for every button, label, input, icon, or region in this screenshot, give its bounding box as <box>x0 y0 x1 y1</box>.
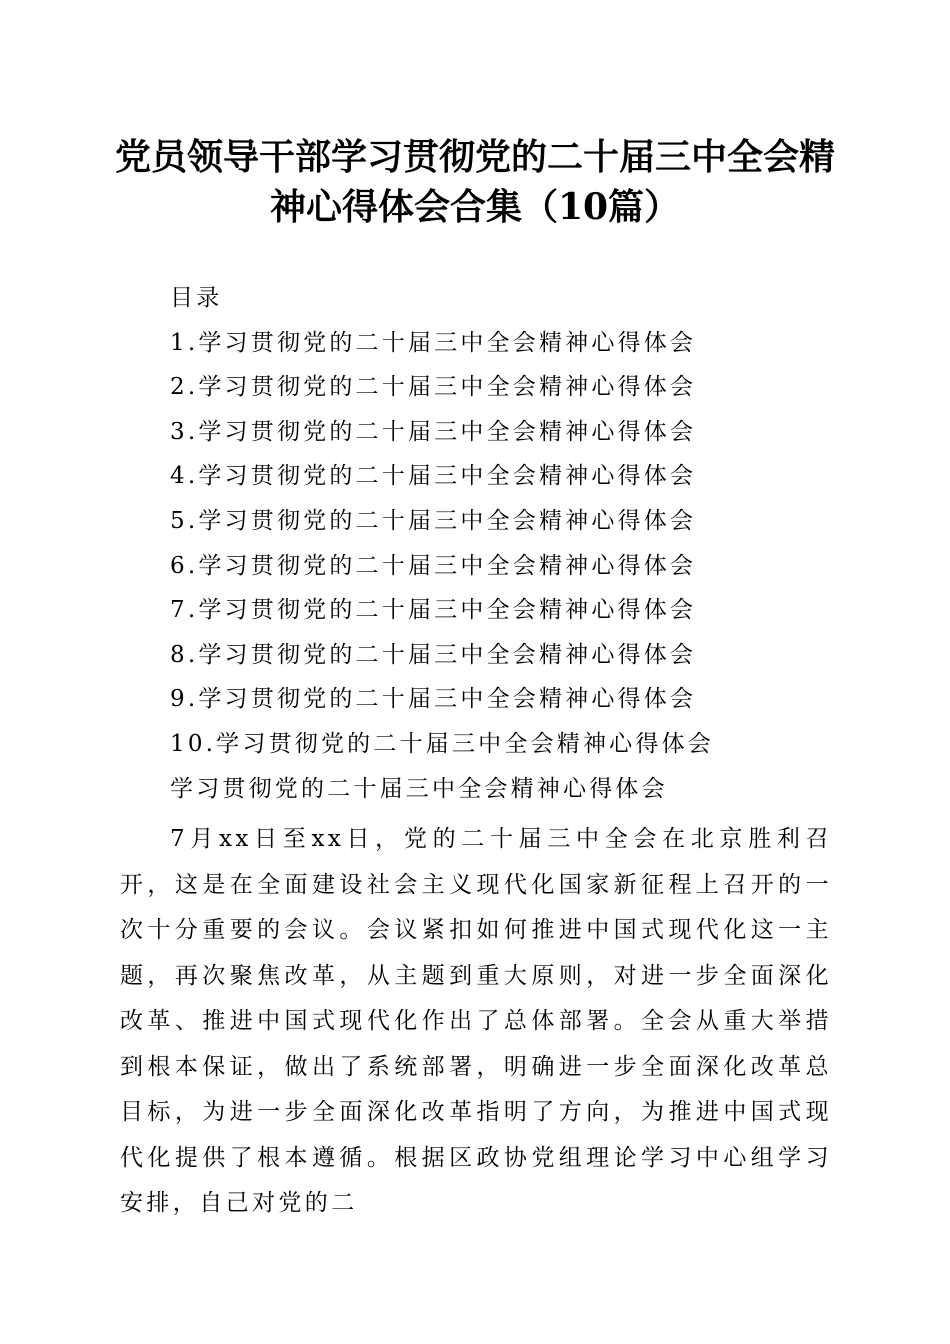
toc-item-6: 6.学习贯彻党的二十届三中全会精神心得体会 <box>170 553 697 579</box>
toc-item-7: 7.学习贯彻党的二十届三中全会精神心得体会 <box>170 597 697 623</box>
toc-item-4: 4.学习贯彻党的二十届三中全会精神心得体会 <box>170 463 697 489</box>
document-title <box>100 132 850 232</box>
toc-item-3: 3.学习贯彻党的二十届三中全会精神心得体会 <box>170 419 697 445</box>
toc-item-1: 1.学习贯彻党的二十届三中全会精神心得体会 <box>170 330 697 356</box>
body-paragraph: 7月xx日至xx日，党的二十届三中全会在北京胜利召开，这是在全面建设社会主义现代化国家新征程上召开的一次十分重要的会议。会议紧扣如何推进中国式现代化这一主题，再次聚焦改革，从主题到重大原则，对进一步全面深化改革、推进中国式现代化作出了总体部署。全会从重大举措到根本保证，做出了系统部署，明确进一步全面深化改革总目标，为进一步全面深化改革指明了方向，为推进中国式现代化提供了根本遵循。根据区政协党组理论学习中心组学习安排，自己对党的二 <box>120 826 832 1216</box>
toc-heading: 目录 <box>170 285 223 311</box>
section-heading: 学习贯彻党的二十届三中全会精神心得体会 <box>170 776 668 802</box>
toc-item-8: 8.学习贯彻党的二十届三中全会精神心得体会 <box>170 642 697 668</box>
toc-item-9: 9.学习贯彻党的二十届三中全会精神心得体会 <box>170 686 697 712</box>
title-line-1: 党员领导干部学习贯彻党的二十届三中全会精 <box>114 136 835 178</box>
title-line-2: 神心得体会合集（10篇） <box>269 186 681 228</box>
toc-item-5: 5.学习贯彻党的二十届三中全会精神心得体会 <box>170 508 697 534</box>
toc-item-10: 10.学习贯彻党的二十届三中全会精神心得体会 <box>170 731 714 757</box>
toc-item-2: 2.学习贯彻党的二十届三中全会精神心得体会 <box>170 374 697 400</box>
